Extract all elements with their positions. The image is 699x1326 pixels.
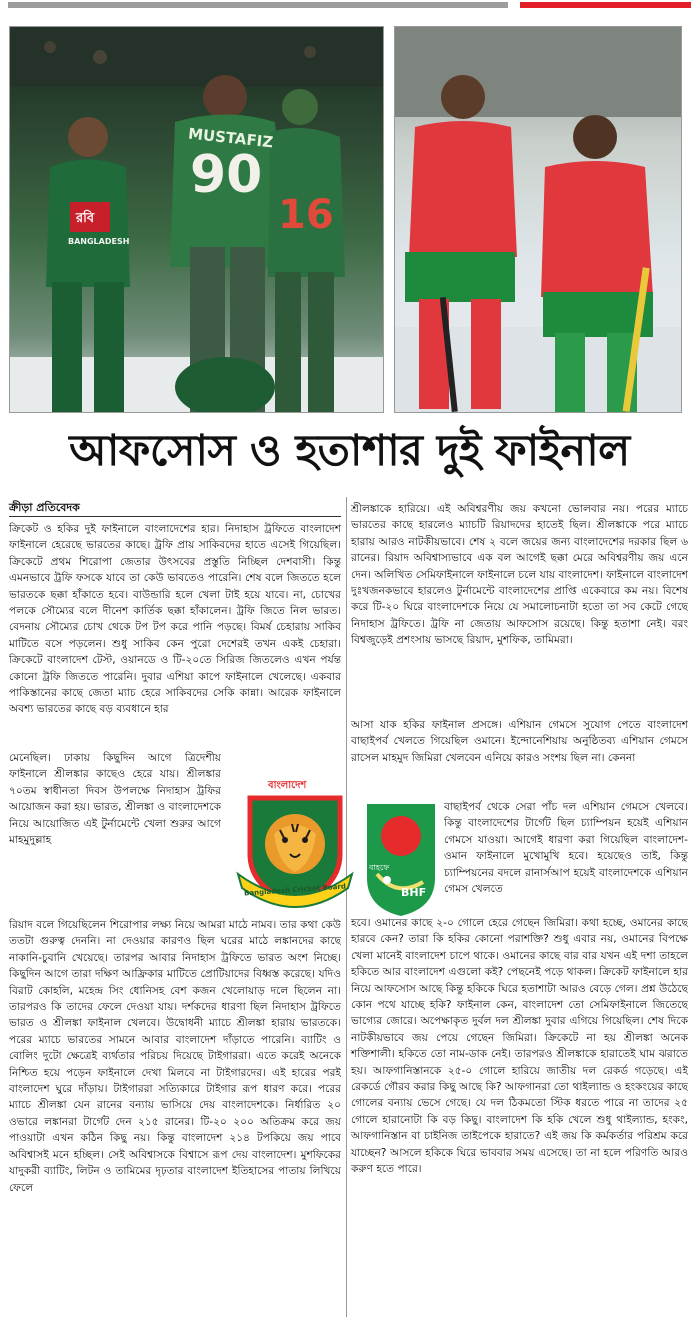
article-paragraph: শ্রীলঙ্কাকে হারিয়ে। এই অবিশ্বরণীয় জয় কখনো ভোলবার নয়। পরের ম্যাচে ভারতের কাছে হারলেও ম্যাচটি রিয়াদদের হাতেই ছিল। শ্রীলঙ্কাকে পরে ম্যাচে হারায় আরও নাটকীয়ভাবে। শেষ ২ বলে জয়ের জন্য বাংলাদেশের দরকার ছিল ৬ রানের। রিয়াদ অবিশ্বাস্যভাবে এক বল আগেই ছক্কা মেরে অবিশ্বরণীয় জয় এনে দেন। অলিখিত সেমিফাইনালে ফাইনালে চলে যায় বাংলাদেশ। ফাইনালে বাংলাদেশ দুঃখজনকভাবে হারলেও টুর্নামেন্টে বাংলাদেশের প্রাপ্তি একেবারে কম নয়। বিশেষ করে টি-২০ ঘিরে বাংলাদেশকে নিয়ে যে সমালোচনাটা হতো তা সব কেটে গেছে নিদাহাস ট্রফিতে। ট্রফি না জেতায় আফসোস রয়েছে। কিন্তু হতাশা নেই। বরং বিশ্বজুড়েই প্রশংসায় ভাসছে রিয়াদ, মুশফিক, তামিমরা। (351, 503, 688, 647)
jersey-number: 90 (190, 145, 263, 205)
bcb-logo (232, 776, 358, 916)
article-paragraph: ক্রিকেট ও হকির দুই ফাইনালে বাংলাদেশের হার। নিদাহাস ট্রফিতে বাংলাদেশ ফাইনালে হেরেছে ভারতের কাছে। ট্রফি প্রায় সাকিবদের হাতে এসেই গিয়েছিল। ক্রিকেটে প্রথম শিরোপা জেতার উৎসবের প্রস্তুতি নিচ্ছিল দেশবাসী। কিন্তু এমনভাবে ট্রফি ফসকে যাবে তা কেউ ভাবতেও পারেনি। শেষ বলে জিততে হলে ভারতকে ছক্কা হাঁকাতে হবে। বাউন্ডারি হলে খেলা টাই হয়ে যাবে। না, চোখের পলকে সৌম্যের বলে দীনেশ কার্তিক ছক্কা হাঁকালেন। ট্রফি জিতে নিল ভারত। বেদনায় সৌম্যের চোখ থেকে টপ টপ করে পানি পড়ছে। বিমর্ষ চেহারায় সাকিব মাটিতে বসে পড়লেন। শুধু সাকিব কেন পুরো দেশেরই তখন একই চেহারা। ক্রিকেটে বাংলাদেশ টেস্ট, ওয়ানডে ও টি-২০তে সিরিজ জিতলেও এখন পর্যন্ত কোনো ট্রফি জিততে পারেনি। দুবার এশিয়া কাপে ফাইনালে খেলেছে। একবার পাকিস্তানের কাছে জেতা ম্যাচ হেরে সাকিবদের সেকি কান্না। আরেক ফাইনালে অবশ্য ভারতের কাছে বড় ব্যবধানে হার (9, 523, 341, 716)
article-col2-bottom (351, 915, 688, 1317)
bhf-logo-emblem (363, 800, 439, 918)
cricket-photo (9, 26, 384, 413)
article-col1-bottom (9, 917, 341, 1317)
article-paragraph: আসা যাক হকির ফাইনাল প্রসঙ্গে। এশিয়ান গেমসে সুযোগ পেতে বাংলাদেশ বাছাইপর্ব খেলতে গিয়েছিল ওমানে। ইন্দোনেশিয়ায় অনুষ্ঠিতব্য এশিয়ান গেমসে রাসেল মাহমুদ জিমিরা খেলবেন এনিয়ে কারও সংশয় ছিল না। কেননা (351, 719, 688, 764)
bhf-text: BHF (401, 886, 427, 899)
hockey-photo (394, 26, 682, 413)
article-col1-top (9, 521, 341, 750)
jersey-sponsor: রবি (76, 211, 95, 226)
headline: আফসোস ও হতাশার দুই ফাইনাল (69, 426, 630, 476)
article-col1-wrap (9, 750, 221, 917)
hockey-photo-illustration (395, 27, 681, 412)
article-paragraph: বাছাইপর্ব থেকে সেরা পাঁচ দল এশিয়ান গেমসে খেলবে। কিন্তু বাংলাদেশের টার্গেট ছিল চ্যাম্পিয়ন হয়েই এশিয়ান গেমসে যাওয়া। আগেই ধারণা করা গিয়েছিল বাংলাদেশ-ওমান ফাইনালে মুখোমুখি হবে। হয়েছেও তাই, কিন্তু চ্যাম্পিয়নের বদলে রানার্সআপ হয়েই বাংলাদেশকে এশিয়ান গেমস খেলতে (444, 801, 688, 896)
article-paragraph: হবে। ওমানের কাছে ২-০ গোলে হেরে গেছেন জিমিরা। কথা হচ্ছে, ওমানের কাছে হারবে কেন? তারা কি হকির কোনো পরাশক্তি? শুধু এবার নয়, ওমানের বিপক্ষে খেলা মানেই বাংলাদেশ চাপে থাকে। ওমানের কাছে বার বার যখন এই দশা তাহলে হকিতে আর বাংলাদেশ এগুলো কই? পেছনেই পড়ে থাকল। ক্রিকেট ফাইনালে হার নিয়ে আফসোস আছে কিন্তু হকিকে ঘিরে হতাশাটা আরও বেড়ে গেল। প্রশ্ন উঠেছে কোন পথে যাচ্ছে হকি? ফাইনাল কেন, বাংলাদেশ তো সেমিফাইনালে জিতেছে ভাগ্যের জোরে। অপেক্ষাকৃত দুর্বল দল শ্রীলঙ্কা দুবার এগিয়ে গিয়েছিল। শেষ দিকে নাটকীয়ভাবে জয় পেয়ে গেছেন জিমিরা। ক্রিকেটে না হয় শ্রীলঙ্কা অনেক শক্তিশালী। হকিতে তো নাম-ডাক নেই। তারপরও শ্রীলঙ্কাকে হারাতেই ঘাম ঝরাতে হয়। আফগানিস্তানকে ২৫-০ গোলে হারিয়ে জাতীয় দল রেকর্ড গড়েছে। এই রেকর্ডে গৌরব করার কিছু আছে কি? আফগানরা তো থাইল্যান্ড ও হংকংয়ের কাছে গোলের বন্যায় ভেসে গেছে। যে দল ঠিকমতো স্টিক ধরতে পারে না তাদের ২৫ গোলে হারানোটা কি বড় কিছু। বাংলাদেশ কি হকি খেলে শুধু থাইল্যান্ড, হংকং, আফগানিস্তান বা চাইনিজ তাইপেকে হারাতে? এই জয় কি কর্মকর্তার পরিশ্রম করে যাচ্ছেন? আসলে হকিকে ঘিরে ভাববার সময় এসেছে। তা না হলে পরিণতি আরও করুণ হতে পারে। (351, 917, 688, 1176)
jersey-team-text: BANGLADESH (68, 237, 130, 246)
jersey-number-2: 16 (278, 192, 334, 238)
jersey-name: MUSTAFIZ (187, 124, 275, 152)
article-col2-wrap (444, 799, 688, 915)
top-rule-red (520, 2, 691, 8)
byline-rule (9, 516, 341, 517)
article-paragraph: রিয়াদ বলে গিয়েছিলেন শিরোপার লক্ষ্য নিয়ে আমরা মাঠে নামব। তার কথা কেউ ততটা গুরুত্ব দেননি। না দেওয়ার কারণও ছিল ঘরের মাঠে লঙ্কানদের কাছে নাকানি-চুবানি খেয়েছে। তারপর আবার নিদাহাস ট্রফিতে ভারত অংশ নিচ্ছে। কিছুদিন আগে তারা দক্ষিণ আফ্রিকার মাটিতে প্রোটিয়াদের বিধ্বস্ত করেছে। যদিও বিরাট কোহলি, মহেন্দ্র সিং ধোনিসহ বেশ কজন খেলোয়াড় দলে ছিলেন না। তারপরও কি তাদের ফেলে দেওয়া যায়। দর্শকদের ধারণা ছিল নিদাহাস ট্রফিতে ভারত ও শ্রীলঙ্কা ফাইনাল খেলবে। উদ্বোধনী ম্যাচে শ্রীলঙ্কা হারায় ভারতকে। পরের ম্যাচে ভারতের সামনে আবার বাংলাদেশ দাঁড়াতে পারেনি। ব্যাটিং ও বোলিং দুটো ক্ষেত্রেই ব্যর্থতার পরিচয় দিয়েছে টাইগাররা। এতে করেই অনেকে নিশ্চিত হয়ে পড়েন ফাইনালে দেখা মিলবে না টাইগারদের। এই হারের পরই বাংলাদেশ ঘুরে দাঁড়ায়। টাইগাররা সত্যিকারে টাইগার রূপ ধারণ করে। পরের ম্যাচে শ্রীলঙ্কা যেন রানের বন্যায় ভাসিয়ে দেয় বাংলাদেশকে। নির্ধারিত ২০ ওভারে লঙ্কানরা টার্গেট দেন ২১৫ রানের। টি-২০ ২০০ অতিক্রম করে জয় পাওয়াটা এখন কঠিন কিছু নয়। কিন্তু বাংলাদেশ ২১৪ টপকিয়ে জয় পাবে অবিশ্বাসই মনে হচ্ছিল। সেই অবিশ্বাসকে বিশ্বাসে রূপ দেয় বাংলাদেশ। মুশফিকের যাদুকরী ব্যাটিং, লিটন ও তামিমের দৃঢ়তার বাংলাদেশ ইতিহাসের পাতায় লিখিয়ে ফেলে (9, 919, 341, 1194)
article-col2-top (351, 501, 688, 700)
bcb-ring-text: Bangladesh Cricket Board (243, 882, 347, 898)
top-rule-gray (8, 2, 508, 8)
bhf-logo (363, 800, 439, 918)
bcb-top-text: বাংলাদেশ (268, 780, 307, 791)
article-col2-hockey-intro (351, 717, 688, 799)
article-paragraph: মেনেছিল। ঢাকায় কিছুদিন আগে ত্রিদেশীয় ফাইনালে শ্রীলঙ্কার কাছেও হেরে যায়। শ্রীলঙ্কার ৭০তম স্বাধীনতা দিবস উপলক্ষে নিদাহাস ট্রফির আয়োজন করা হয়। ভারত, শ্রীলঙ্কা ও বাংলাদেশকে নিয়ে আয়োজিত এই টুর্নামেন্টে খেলা শুরুর আগে মাহমুদুল্লাহ (9, 752, 221, 847)
byline: ক্রীড়া প্রতিবেদক (9, 501, 80, 514)
bhf-letters: বাহফে (369, 863, 390, 872)
